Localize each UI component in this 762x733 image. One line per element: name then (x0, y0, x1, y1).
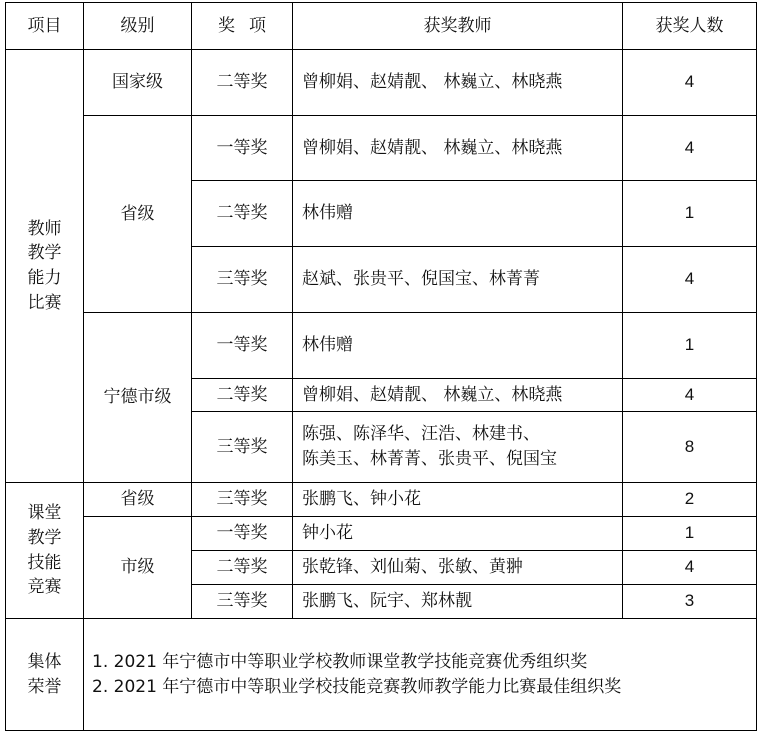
award-cell: 一等奖 (192, 517, 293, 551)
count-cell: 8 (623, 412, 757, 483)
teachers-cell: 钟小花 (293, 517, 623, 551)
level-city: 宁德市级 (84, 313, 192, 483)
count-cell: 4 (623, 50, 757, 116)
header-count: 获奖人数 (623, 3, 757, 50)
teachers-cell: 张鹏飞、钟小花 (293, 483, 623, 517)
teachers-line: 陈强、陈泽华、汪浩、林建书、 (302, 424, 540, 445)
header-award: 奖项 (192, 3, 293, 50)
table-row (6, 313, 757, 379)
level-provincial: 省级 (84, 116, 192, 313)
count-cell: 4 (623, 379, 757, 412)
collective-list (84, 619, 757, 731)
table-row (6, 517, 757, 551)
award-cell: 二等奖 (192, 181, 293, 247)
level-national: 国家级 (84, 50, 192, 116)
count-cell: 4 (623, 247, 757, 313)
project-teaching-ability: 教师 教学 能力 比赛 (6, 50, 84, 483)
award-cell: 二等奖 (192, 551, 293, 585)
level-city: 市级 (84, 517, 192, 619)
award-cell: 三等奖 (192, 247, 293, 313)
count-cell: 1 (623, 313, 757, 379)
collective-label: 集体 荣誉 (6, 619, 84, 731)
award-cell: 三等奖 (192, 483, 293, 517)
teachers-cell: 张乾锋、刘仙菊、张敏、黄翀 (293, 551, 623, 585)
count-cell: 3 (623, 585, 757, 619)
teachers-cell: 张鹏飞、阮宇、郑林靓 (293, 585, 623, 619)
honor-item: 2. 2021 年宁德市中等职业学校技能竞赛教师教学能力比赛最佳组织奖 (92, 676, 622, 697)
award-cell: 三等奖 (192, 585, 293, 619)
count-cell: 4 (623, 116, 757, 181)
project-classroom-skills: 课堂 教学 技能 竞赛 (6, 483, 84, 619)
count-cell: 2 (623, 483, 757, 517)
teachers-cell: 曾柳娟、赵婧靓、 林巍立、林晓燕 (293, 50, 623, 116)
teachers-line: 陈美玉、林菁菁、张贵平、倪国宝 (302, 449, 557, 469)
collective-row (6, 619, 757, 731)
teachers-cell (293, 412, 623, 483)
header-row (6, 3, 757, 50)
teachers-cell: 曾柳娟、赵婧靓、 林巍立、林晓燕 (293, 379, 623, 412)
honor-item: 1. 2021 年宁德市中等职业学校教师课堂教学技能竞赛优秀组织奖 (92, 651, 588, 672)
count-cell: 1 (623, 181, 757, 247)
header-level: 级别 (84, 3, 192, 50)
award-cell: 二等奖 (192, 379, 293, 412)
award-cell: 一等奖 (192, 313, 293, 379)
header-project: 项目 (6, 3, 84, 50)
count-cell: 1 (623, 517, 757, 551)
level-provincial: 省级 (84, 483, 192, 517)
awards-table (5, 2, 757, 731)
header-teachers: 获奖教师 (293, 3, 623, 50)
teachers-cell: 林伟赠 (293, 181, 623, 247)
table-row (6, 483, 757, 517)
award-cell: 二等奖 (192, 50, 293, 116)
award-cell: 一等奖 (192, 116, 293, 181)
award-cell: 三等奖 (192, 412, 293, 483)
table-row (6, 116, 757, 181)
teachers-cell: 曾柳娟、赵婧靓、 林巍立、林晓燕 (293, 116, 623, 181)
table-row (6, 50, 757, 116)
teachers-cell: 赵斌、张贵平、倪国宝、林菁菁 (293, 247, 623, 313)
count-cell: 4 (623, 551, 757, 585)
teachers-cell: 林伟赠 (293, 313, 623, 379)
